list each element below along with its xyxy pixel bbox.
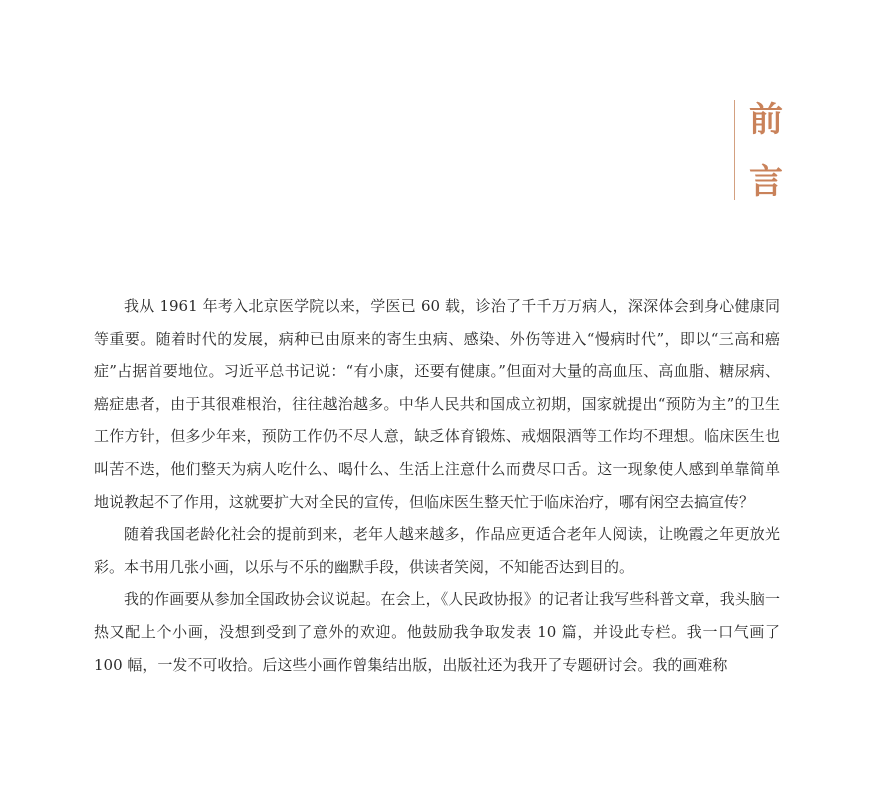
paragraph-2: 随着我国老龄化社会的提前到来，老年人越来越多，作品应更适合老年人阅读，让晚霞之年更放光彩。本书用几张小画，以乐与不乐的幽默手段，供读者笑阅，不知能否达到目的。 bbox=[94, 525, 780, 576]
paragraph-3: 我的作画要从参加全国政协会议说起。在会上，《人民政协报》的记者让我写些科普文章，我头脑一热又配上个小画，没想到受到了意外的欢迎。他鼓励我争取发表 10 篇，并设此专栏。我一口气画了 100 幅，一发不可收拾。后这些小画作曾集结出版，出版社还为我开了专题研讨会。我的画难称 bbox=[94, 590, 780, 674]
preface-body bbox=[94, 290, 780, 681]
preface-title bbox=[734, 100, 785, 200]
title-char-2: 言 bbox=[749, 162, 783, 202]
paragraph-1: 我从 1961 年考入北京医学院以来，学医已 60 载，诊治了千千万万病人，深深体会到身心健康同等重要。随着时代的发展，病种已由原来的寄生虫病、感染、外伤等进入“慢病时代”，即以“三高和癌症”占据首要地位。习近平总书记说：“有小康，还要有健康。”但面对大量的高血压、高血脂、糖尿病、癌症患者，由于其很难根治，往往越治越多。中华人民共和国成立初期，国家就提出“预防为主”的卫生工作方针，但多少年来，预防工作仍不尽人意，缺乏体育锻炼、戒烟限酒等工作均不理想。临床医生也叫苦不迭，他们整天为病人吃什么、喝什么、生活上注意什么而费尽口舌。这一现象使人感到单靠简单地说教起不了作用，这就要扩大对全民的宣传，但临床医生整天忙于临床治疗，哪有闲空去搞宣传？ bbox=[94, 297, 780, 511]
title-char-1: 前 bbox=[749, 100, 783, 140]
